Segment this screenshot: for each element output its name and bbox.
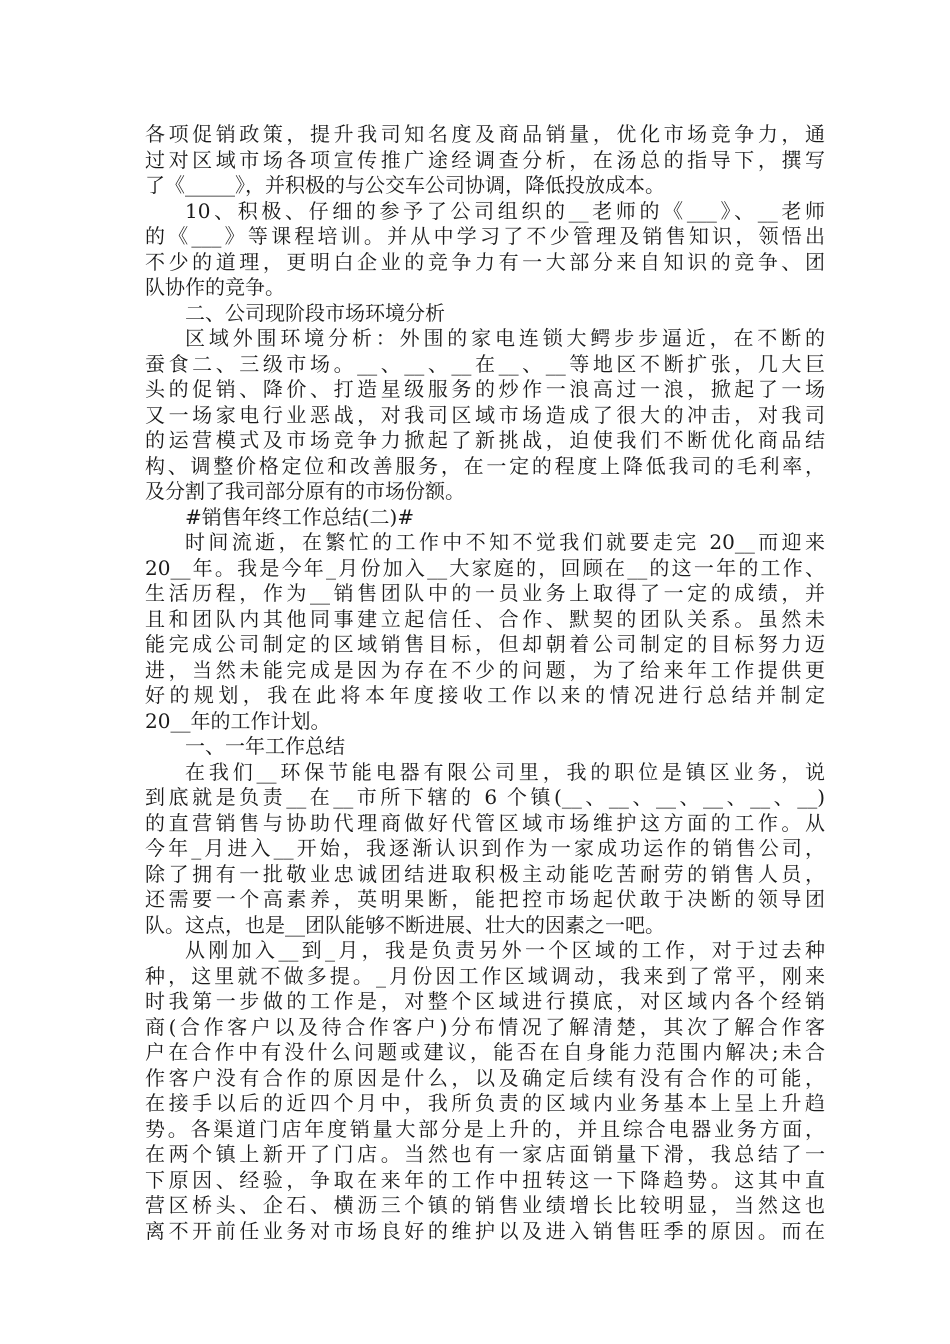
text-line: 在接手以后的近四个月中，我所负责的区域内业务基本上呈上升趋: [145, 1091, 825, 1115]
text-line: 下原因、经验，争取在来年的工作中扭转这一下降趋势。这其中直: [145, 1167, 825, 1192]
text-line: 了《_____》，并积极的与公交车公司协调，降低投放成本。: [145, 173, 665, 197]
document-page: [145, 122, 825, 1244]
text-line: 10、积极、仔细的参予了公司组织的__老师的《___》、__老师: [185, 198, 825, 223]
text-line: 二、公司现阶段市场环境分析: [185, 300, 445, 325]
text-line: 20__年的工作计划。: [145, 708, 331, 733]
text-line: 生活历程，作为__销售团队中的一员业务上取得了一定的成绩，并: [145, 581, 825, 605]
text-line: 还需要一个高素养，英明果断，能把控市场起伏敢于决断的领导团: [145, 887, 825, 911]
text-line: 离不开前任业务对市场良好的维护以及进入销售旺季的原因。而在: [145, 1218, 825, 1243]
text-line: 作客户没有合作的原因是什么，以及确定后续有没有合作的可能，: [145, 1065, 825, 1090]
text-line: 又一场家电行业恶战，对我司区域市场造成了很大的冲击，对我司: [145, 402, 825, 427]
text-line: 队协作的竞争。: [145, 275, 285, 299]
text-line: 势。各渠道门店年度销量大部分是上升的，并且综合电器业务方面，: [145, 1116, 825, 1141]
text-line: 一、一年工作总结: [185, 734, 345, 758]
text-line: 的直营销售与协助代理商做好代管区域市场维护这方面的工作。从: [145, 810, 825, 835]
text-line: 20__年。我是今年_月份加入__大家庭的，回顾在__的这一年的工作、: [145, 555, 825, 580]
text-line: 构、调整价格定位和改善服务，在一定的程度上降低我司的毛利率，: [145, 453, 825, 478]
text-line: 队。这点，也是__团队能够不断进展、壮大的因素之一吧。: [145, 912, 665, 937]
text-line: 今年_月进入__开始，我逐渐认识到作为一家成功运作的销售公司，: [145, 836, 825, 860]
text-line: 除了拥有一批敬业忠诚团结进取积极主动能吃苦耐劳的销售人员，: [145, 861, 825, 886]
text-line: 各项促销政策，提升我司知名度及商品销量，优化市场竞争力，通: [145, 122, 825, 146]
text-line: 且和团队内其他同事建立起信任、合作、默契的团队关系。虽然未: [145, 606, 825, 631]
text-line: 蚕食二、三级市场。__、__、__在__、__等地区不断扩张，几大巨: [145, 351, 825, 376]
text-line: 商(合作客户以及待合作客户)分布情况了解清楚，其次了解合作客: [145, 1014, 825, 1039]
text-line: 区域外围环境分析：外围的家电连锁大鳄步步逼近，在不断的: [185, 326, 825, 350]
text-line: 到底就是负责__在__市所下辖的 6 个镇(__、__、__、__、__、__): [145, 785, 825, 809]
text-line: 时我第一步做的工作是，对整个区域进行摸底，对区域内各个经销: [145, 989, 825, 1013]
text-line: 进，当然未能完成是因为存在不少的问题，为了给来年工作提供更: [145, 657, 825, 682]
text-line: 从刚加入__到_月，我是负责另外一个区域的工作，对于过去种: [185, 938, 825, 962]
text-line: 种，这里就不做多提。_月份因工作区域调动，我来到了常平，刚来: [145, 963, 825, 988]
text-line: 营区桥头、企石、横沥三个镇的销售业绩增长比较明显，当然这也: [145, 1193, 825, 1217]
text-line: 在两个镇上新开了门店。当然也有一家店面销量下滑，我总结了一: [145, 1142, 825, 1166]
text-line: #销售年终工作总结(二)#: [185, 504, 415, 529]
text-line: 不少的道理，更明白企业的竞争力有一大部分来自知识的竞争、团: [145, 249, 825, 274]
text-line: 过对区域市场各项宣传推广途经调查分析，在汤总的指导下，撰写: [145, 147, 825, 172]
text-line: 在我们__环保节能电器有限公司里，我的职位是镇区业务，说: [185, 759, 825, 784]
text-line: 时间流逝，在繁忙的工作中不知不觉我们就要走完 20__而迎来: [185, 530, 825, 554]
text-line: 及分割了我司部分原有的市场份额。: [145, 479, 465, 503]
text-line: 的《___》等课程培训。并从中学习了不少管理及销售知识，领悟出: [145, 224, 825, 248]
text-line: 能完成公司制定的区域销售目标，但却朝着公司制定的目标努力迈: [145, 632, 825, 656]
text-line: 的运营模式及市场竞争力掀起了新挑战，迫使我们不断优化商品结: [145, 428, 825, 452]
text-line: 户在合作中有没什么问题或建议，能否在自身能力范围内解决;未合: [145, 1040, 825, 1064]
text-line: 头的促销、降价、打造星级服务的炒作一浪高过一浪，掀起了一场: [145, 377, 825, 401]
text-line: 好的规划，我在此将本年度接收工作以来的情况进行总结并制定: [145, 683, 825, 707]
